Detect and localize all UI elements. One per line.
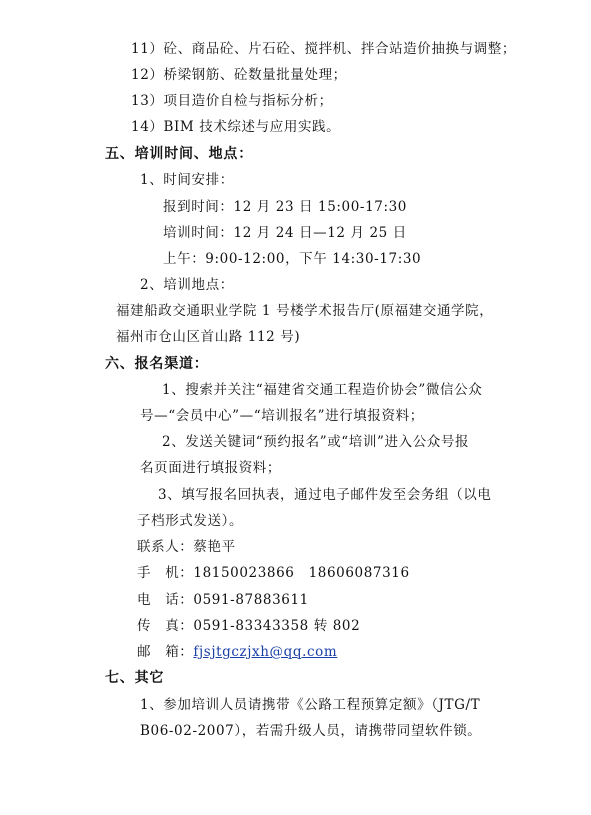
list-item: 12）桥梁钢筋、砼数量批量处理； [131,67,347,83]
channel-3-line: 3、填写报名回执表，通过电子邮件发至会务组（以电 [158,487,492,503]
training-time: 培训时间：12 月 24 日—12 月 25 日 [163,225,407,241]
list-item: 11）砼、商品砼、片石砼、搅拌机、拌合站造价抽换与调整； [131,41,516,57]
contact-person [137,538,236,556]
phone-value: 0591-87883611 [193,592,309,608]
mobile-value: 18150023866 18606087316 [193,565,410,581]
fax-row [137,617,360,635]
training-place-line: 福州市仓山区首山路 112 号) [116,329,301,345]
training-place-title: 2、培训地点： [140,277,234,293]
mobile-label: 手 机： [137,565,194,581]
daily-schedule: 上午：9:00-12:00，下午 14:30-17:30 [163,251,422,267]
other-note-line: B06-02-2007），若需升级人员，请携带同望软件锁。 [140,723,482,739]
list-item: 13）项目造价自检与指标分析； [131,93,333,109]
registration-time: 报到时间：12 月 23 日 15:00-17:30 [163,199,407,215]
channel-1-line: 号—“会员中心”—“培训报名”进行填报资料； [140,408,424,424]
phone-label: 电 话： [137,592,194,608]
other-note-line: 1、参加培训人员请携带《公路工程预算定额》（JTG/T [140,697,481,713]
channel-1-line: 1、搜索并关注“福建省交通工程造价协会”微信公众 [162,382,483,398]
section-heading-other: 七、其它 [105,670,165,686]
channel-3-line: 子档形式发送）。 [137,513,244,529]
mobile-row [137,564,410,582]
section-heading-registration: 六、报名渠道： [105,356,209,372]
contact-name: 蔡艳平 [193,539,236,555]
email-label: 邮 箱： [137,644,194,660]
section-heading-training-time-place: 五、培训时间、地点： [105,146,253,162]
channel-2-line: 2、发送关键词“预约报名”或“培训”进入公众号报 [162,434,470,450]
email-row [137,643,337,661]
email-link[interactable]: fjsjtgczjxh@qq.com [193,644,338,660]
training-place-line: 福建船政交通职业学院 1 号楼学术报告厅(原福建交通学院， [116,303,494,319]
phone-row [137,591,309,609]
contact-label: 联系人： [137,539,194,555]
time-arrangement-title: 1、时间安排： [140,172,234,188]
channel-2-line: 名页面进行填报资料； [140,460,281,476]
fax-label: 传 真： [137,618,194,634]
fax-value: 0591-83343358 转 802 [193,618,361,634]
list-item: 14）BIM 技术综述与应用实践。 [131,119,341,135]
